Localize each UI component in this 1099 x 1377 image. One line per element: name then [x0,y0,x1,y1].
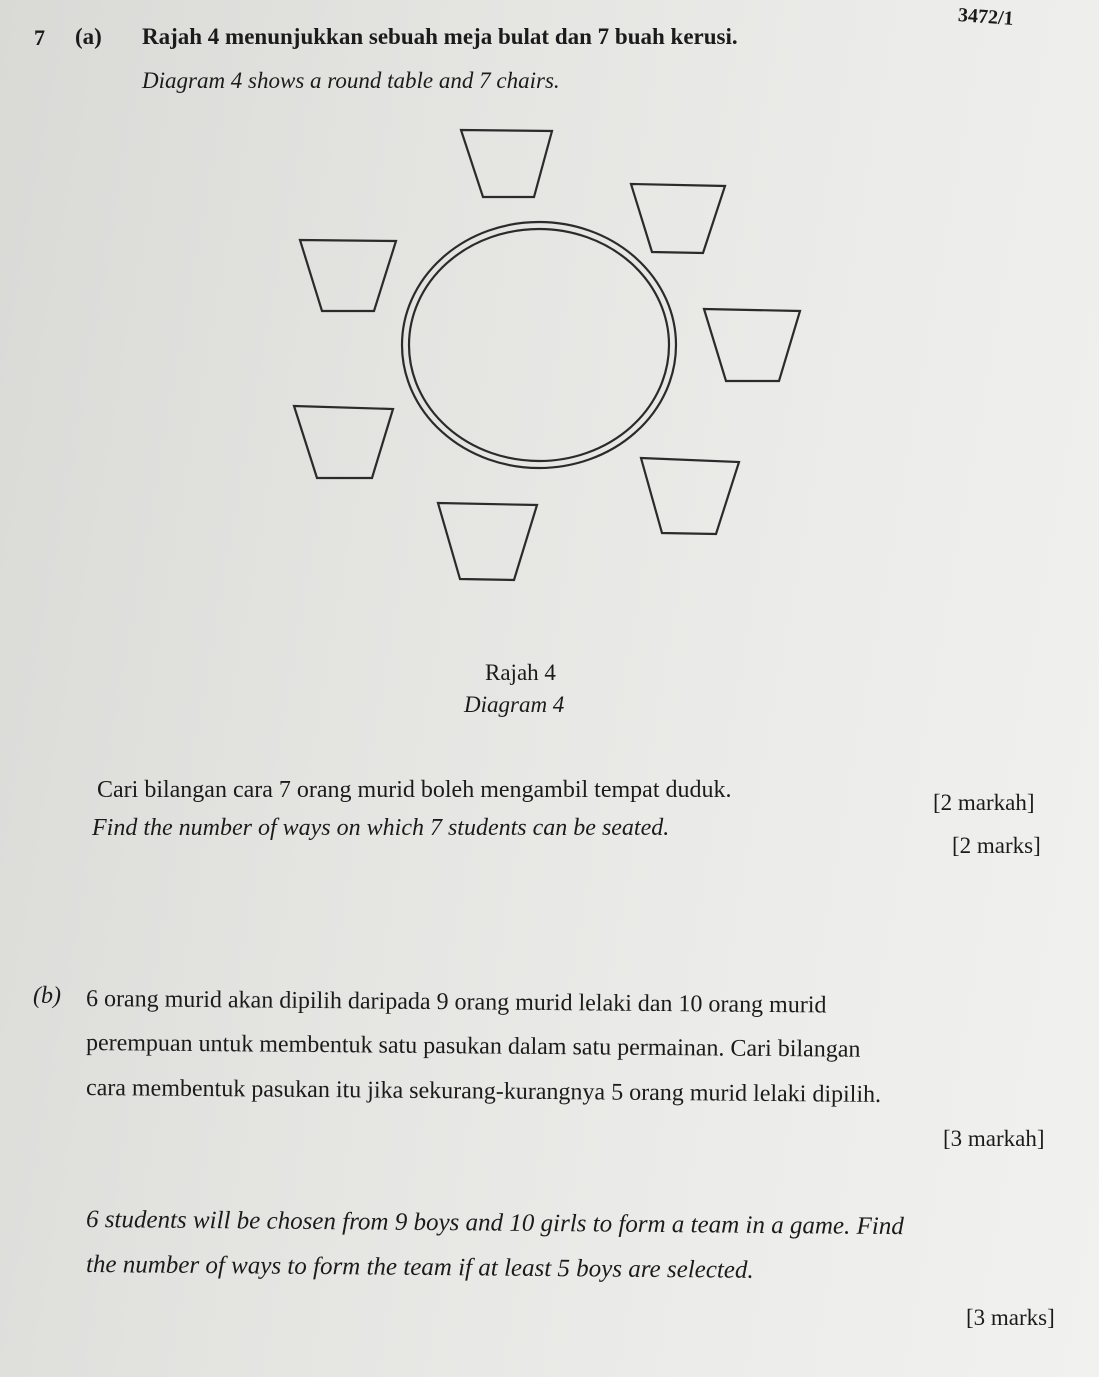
chair-bottom [438,503,537,580]
part-b-text-english-line-1: 6 students will be chosen from 9 boys and 10 girls to form a team in a game. Find [85,1206,904,1241]
question-number: 7 [34,25,45,50]
chair-top-left [300,240,396,311]
chair-bottom-right [641,458,739,534]
part-b-text-english-line-2: the number of ways to form the team if at least 5 boys are selected. [85,1251,754,1284]
round-table [402,222,676,468]
part-b-marks-english: [3 marks] [966,1305,1055,1330]
part-a-question-english: Find the number of ways on which 7 students can be seated. [92,815,670,841]
part-a-intro-english: Diagram 4 shows a round table and 7 chairs. [142,68,560,93]
part-b-marks-malay: [3 markah] [943,1126,1045,1151]
part-a-marks-malay: [2 markah] [933,790,1035,815]
chair-top-right [631,184,725,253]
part-a-question-malay: Cari bilangan cara 7 orang murid boleh mengambil tempat duduk. [97,777,732,803]
chair-right [704,309,800,381]
part-b-text-malay-line-2: perempuan untuk membentuk satu pasukan dalam satu permainan. Cari bilangan [85,1030,861,1063]
diagram-caption-english: Diagram 4 [464,692,565,717]
part-b-label: (b) [33,983,61,1009]
chair-left [294,406,393,478]
part-b-text-malay-line-3: cara membentuk pasukan itu jika sekurang-kurangnya 5 orang murid lelaki dipilih. [85,1075,882,1108]
part-a-marks-english: [2 marks] [952,833,1041,858]
chair-top [461,130,552,197]
part-a-label: (a) [75,24,102,49]
round-table-diagram [0,0,1099,640]
paper-code: 3472/1 [957,4,1015,30]
diagram-caption-malay: Rajah 4 [485,660,556,685]
part-a-intro-malay: Rajah 4 menunjukkan sebuah meja bulat dan 7 buah kerusi. [142,24,738,49]
part-b-text-malay-line-1: 6 orang murid akan dipilih daripada 9 orang murid lelaki dan 10 orang murid [85,986,827,1019]
